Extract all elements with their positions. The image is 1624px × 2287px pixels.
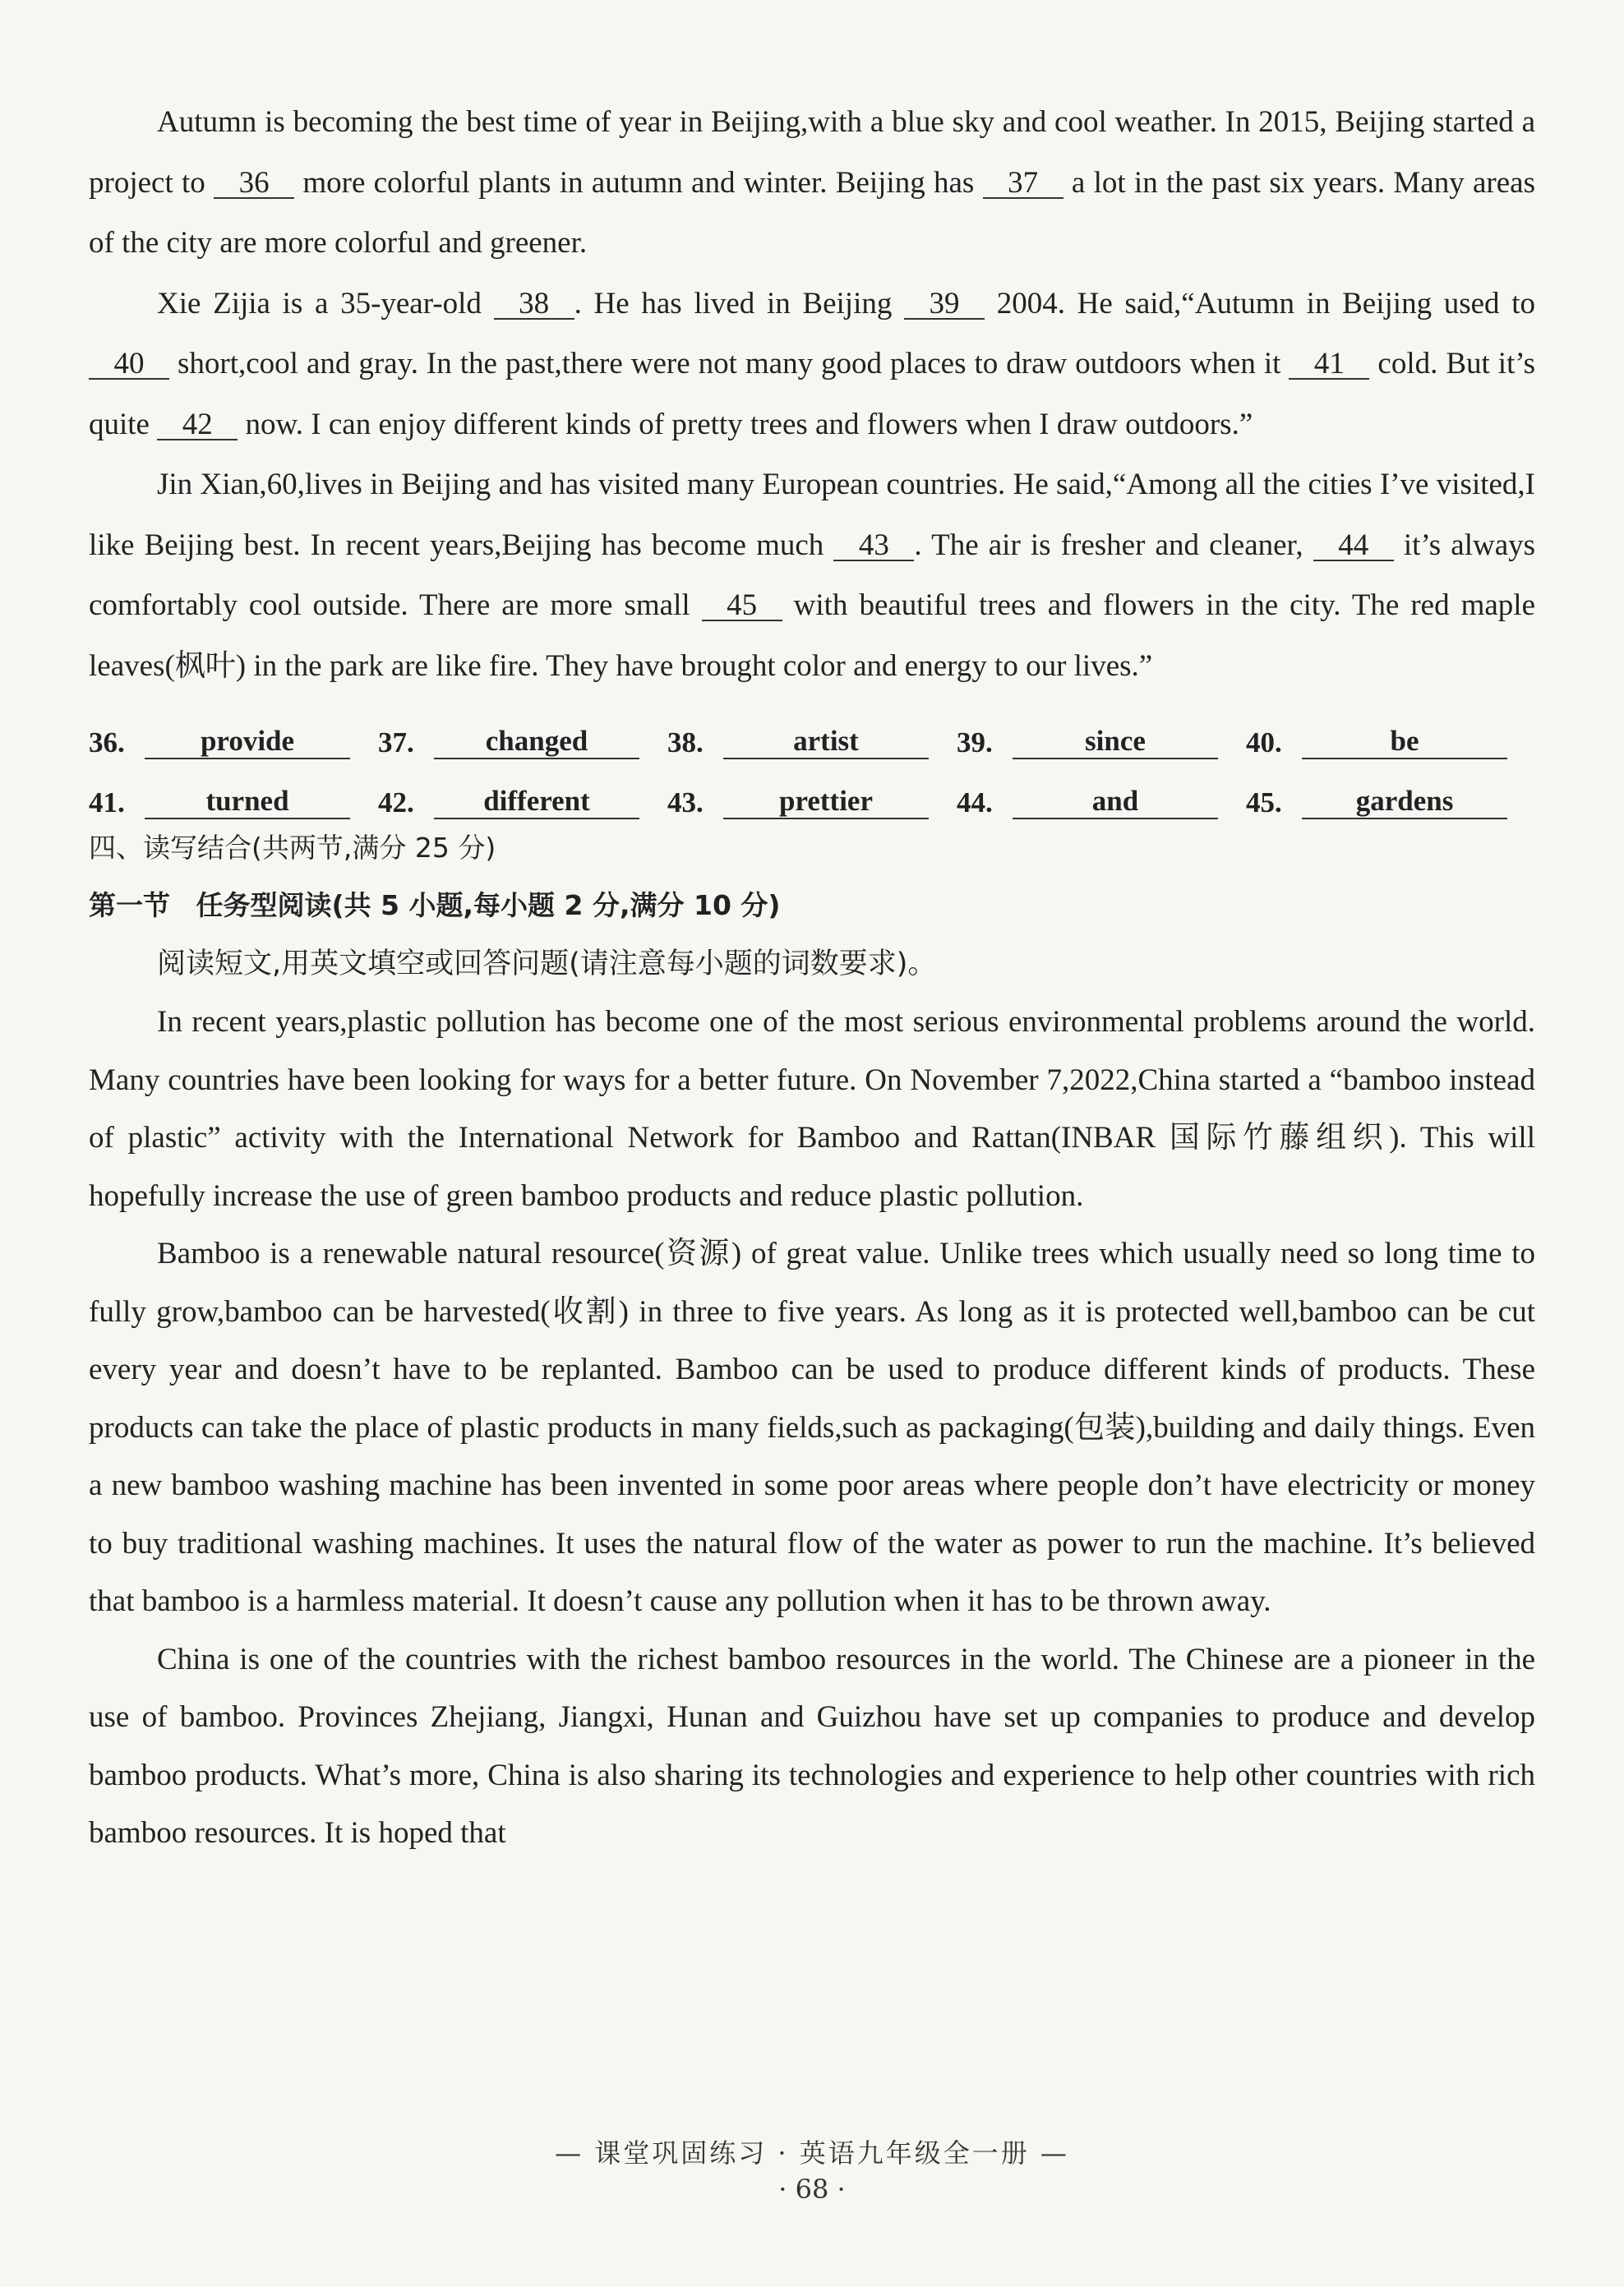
blank-38: 38 bbox=[494, 290, 574, 320]
answer-number: 45. bbox=[1246, 786, 1282, 818]
instruction: 阅读短文,用英文填空或回答问题(请注意每小题的词数要求)。 bbox=[157, 948, 937, 980]
page-content bbox=[89, 92, 1535, 1863]
text: . The air is fresher and cleaner, bbox=[914, 528, 1303, 562]
passage1-paragraph-3 bbox=[89, 454, 1535, 696]
text: . He has lived in Beijing bbox=[574, 286, 893, 320]
text: a lot in the past six years. Many areas of the city are more colorful and greener. bbox=[89, 165, 1535, 260]
part-label: 第一节 bbox=[89, 889, 170, 921]
passage2-paragraph-3: China is one of the countries with the richest bamboo resources in the world. The Chinese are a pioneer in the use of bamboo. Provinces Zhejiang, Jiangxi, Hunan and Guizhou have set up companies to produce and develop bamboo products. What’s more, China is also sharing its technologies and experience to help other countries with rich bamboo resources. It is hoped that bbox=[89, 1642, 1535, 1850]
text: with beautiful trees and flowers in the city. The red maple leaves(枫叶) in the park are like fire. They have brought color and energy to our lives.” bbox=[89, 588, 1536, 683]
passage2-paragraph-1: In recent years,plastic pollution has become one of the most serious environmental problems around the world. Many countries have been looking for ways for a better future. On November 7,2022,China started a “bamboo instead of plastic” activity with the International Network for Bamboo and Rattan(INBAR 国际竹藤组织). This will hopefully increase the use of green bamboo products and reduce plastic pollution. bbox=[89, 1005, 1535, 1213]
blank-40: 40 bbox=[89, 350, 169, 380]
answer-value: changed bbox=[434, 725, 639, 759]
answer-value: be bbox=[1302, 725, 1507, 759]
answer-value: different bbox=[434, 785, 639, 819]
part-description: 任务型阅读(共 5 小题,每小题 2 分,满分 10 分) bbox=[196, 889, 781, 921]
text: 2004. He said,“Autumn in Beijing used to bbox=[996, 286, 1536, 320]
blank-37: 37 bbox=[983, 169, 1063, 199]
footer-title: — 课堂巩固练习 · 英语九年级全一册 — bbox=[555, 2137, 1069, 2169]
section-title: 四、读写结合(共两节,满分 25 分) bbox=[89, 832, 496, 864]
text: cold. But it’s quite bbox=[89, 347, 1536, 441]
blank-39: 39 bbox=[904, 290, 985, 320]
answer-value: turned bbox=[145, 785, 350, 819]
answer-row-2 bbox=[89, 759, 1535, 819]
answer-39 bbox=[957, 725, 1246, 759]
answer-value: artist bbox=[723, 725, 929, 759]
answer-value: prettier bbox=[723, 785, 929, 819]
answer-number: 40. bbox=[1246, 726, 1282, 758]
text: short,cool and gray. In the past,there were not many good places to draw outdoors when it bbox=[178, 347, 1281, 380]
passage2-paragraph-2: Bamboo is a renewable natural resource(资源) of great value. Unlike trees which usually need so long time to fully grow,bamboo can be harvested(收割) in three to five years. As long as it is protected well,bamboo can be cut every year and doesn’t have to be replanted. Bamboo can be used to produce different kinds of products. These products can take the place of plastic products in many fields,such as packaging(包装),building and daily things. Even a new bamboo washing machine has been invented in some poor areas where people don’t have electricity or money to buy traditional washing machines. It uses the natural flow of the water as power to run the machine. It’s believed that bamboo is a harmless material. It doesn’t cause any pollution when it has to be thrown away. bbox=[89, 1237, 1535, 1618]
answer-45 bbox=[1246, 785, 1535, 819]
answer-row-1 bbox=[89, 699, 1535, 759]
answer-value: since bbox=[1013, 725, 1218, 759]
answer-41 bbox=[89, 785, 378, 819]
part-title bbox=[89, 877, 1535, 934]
text: Jin Xian,60,lives in Beijing and has visited many European countries. He said,“Among all the cities I’ve visited,I like Beijing best. In recent years,Beijing has become much bbox=[89, 468, 1535, 562]
answer-43 bbox=[667, 785, 957, 819]
blank-42: 42 bbox=[157, 411, 238, 440]
text: it’s always comfortably cool outside. There are more small bbox=[89, 528, 1536, 622]
blank-45: 45 bbox=[702, 592, 782, 621]
answer-36 bbox=[89, 725, 378, 759]
answer-number: 42. bbox=[378, 786, 414, 818]
passage1-paragraph-1 bbox=[89, 92, 1535, 274]
answer-42 bbox=[378, 785, 667, 819]
answer-40 bbox=[1246, 725, 1535, 759]
answer-key bbox=[89, 699, 1535, 819]
answer-38 bbox=[667, 725, 957, 759]
blank-41: 41 bbox=[1289, 350, 1369, 380]
text: Xie Zijia is a 35-year-old bbox=[157, 286, 482, 320]
passage1-paragraph-2 bbox=[89, 274, 1535, 455]
text: Autumn is becoming the best time of year in Beijing,with a blue sky and cool weather. In 2015, Beijing started a project to bbox=[89, 105, 1535, 200]
answer-number: 38. bbox=[667, 726, 704, 758]
answer-44 bbox=[957, 785, 1246, 819]
answer-value: and bbox=[1013, 785, 1218, 819]
blank-43: 43 bbox=[833, 532, 914, 561]
page-number: · 68 · bbox=[778, 2174, 846, 2205]
blank-44: 44 bbox=[1313, 532, 1394, 561]
answer-value: gardens bbox=[1302, 785, 1507, 819]
answer-number: 36. bbox=[89, 726, 125, 758]
answer-value: provide bbox=[145, 725, 350, 759]
answer-37 bbox=[378, 725, 667, 759]
answer-number: 39. bbox=[957, 726, 993, 758]
answer-number: 44. bbox=[957, 786, 993, 818]
answer-number: 37. bbox=[378, 726, 414, 758]
answer-number: 43. bbox=[667, 786, 704, 818]
answer-number: 41. bbox=[89, 786, 125, 818]
blank-36: 36 bbox=[214, 169, 294, 199]
text: now. I can enjoy different kinds of pretty trees and flowers when I draw outdoors.” bbox=[245, 407, 1253, 441]
text: more colorful plants in autumn and winter. Beijing has bbox=[302, 165, 975, 200]
